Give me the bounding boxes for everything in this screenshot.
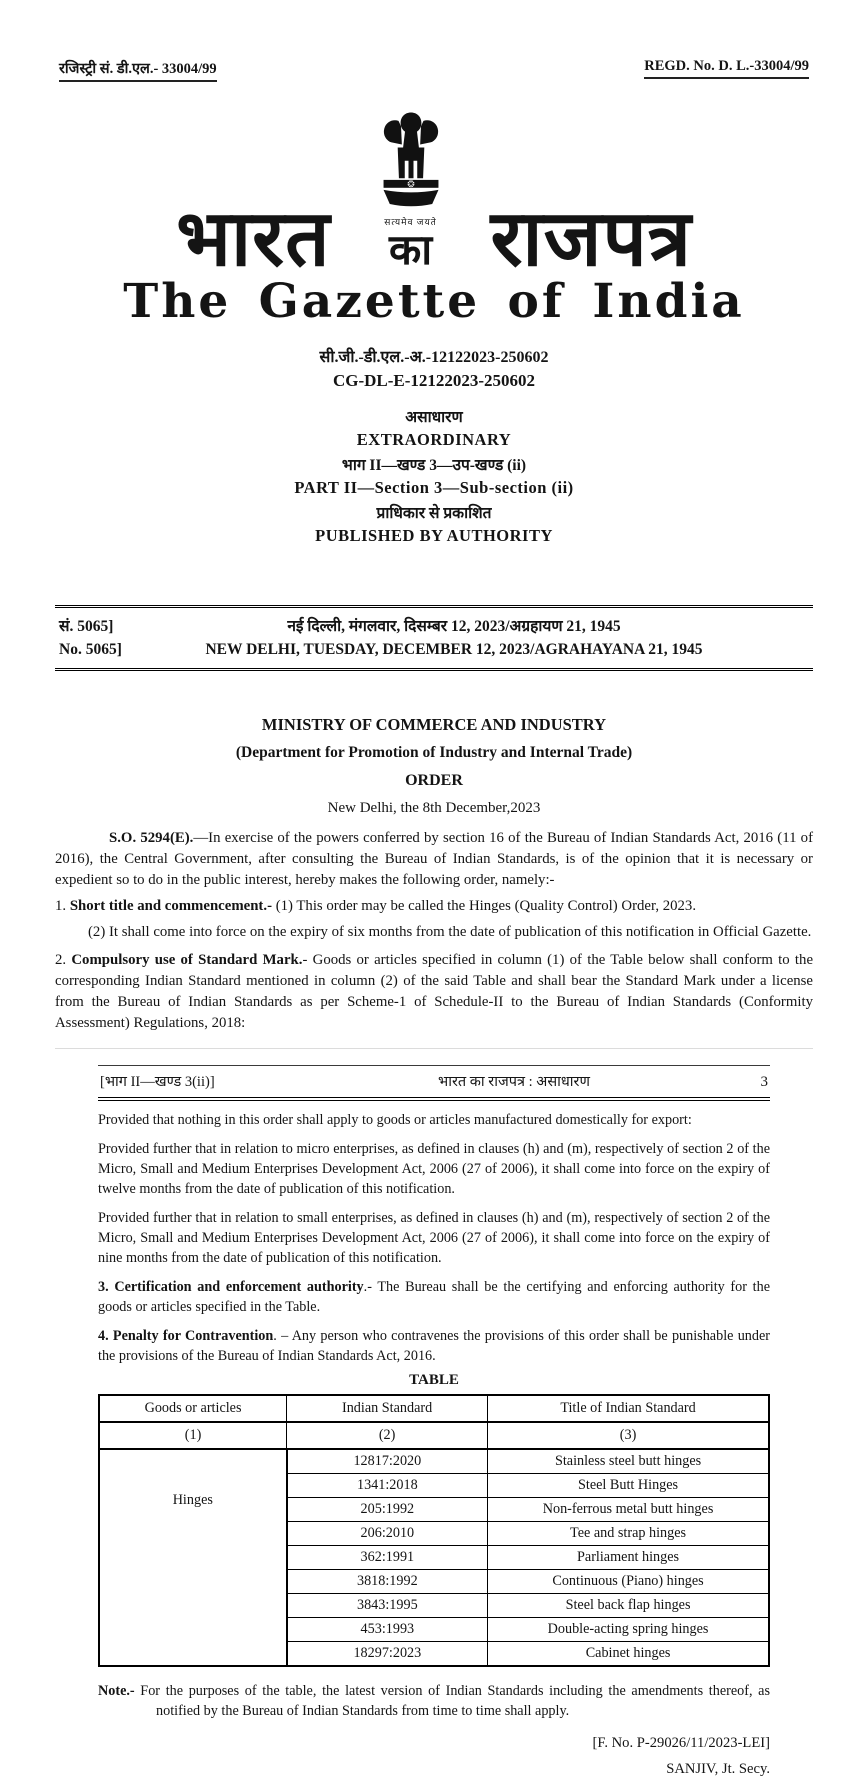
gazette-hindi-title-left: भारत	[176, 194, 331, 282]
clause-2-text: - Goods or articles specified in column (1) of the Table below shall conform to the corresponding Indian Standard mentioned in column (2) of the said Table and shall bear the Standard Mark under a license from the Bureau of Indian Standards as per Scheme-1 of Schedule-II to the Bureau of Indian Standards (Conformity Assessment) Regulations, 2018:	[55, 952, 814, 1031]
title-cell: Parliament hinges	[488, 1546, 769, 1570]
clause-2	[55, 950, 813, 1034]
so-paragraph	[55, 828, 813, 891]
so-text: —In exercise of the powers conferred by section 16 of the Bureau of Indian Standards Act, 2016 (11 of 2016), the Central Government, after consulting the Bureau of Indian Standards, is of the opinion that it is necessary or expedient so to do in the public interest, hereby makes the following order, namely:-	[55, 830, 813, 888]
issue-line-hindi	[59, 615, 809, 638]
standard-cell: 206:2010	[287, 1522, 488, 1546]
issue-date-hi: नई दिल्ली, मंगलवार, दिसम्बर 12, 2023/अग्रहायण 21, 1945	[287, 618, 621, 635]
gazette-code-hindi: सी.जी.-डी.एल.-अ.-12122023-250602	[319, 349, 549, 366]
proviso-small: Provided further that in relation to small enterprises, as defined in clauses (h) and (m), respectively of section 2 of the Micro, Small and Medium Enterprises Development Act, 2006 (27 of 2006), it shall come into force on the expiry of nine months from the date of publication of this notification.	[98, 1210, 770, 1266]
standard-cell: 1341:2018	[287, 1474, 488, 1498]
proviso-export: Provided that nothing in this order shall apply to goods or articles manufactured domestically for export:	[98, 1112, 692, 1128]
page2-page-number: 3	[760, 1074, 768, 1090]
standard-cell: 362:1991	[287, 1546, 488, 1570]
clause-1-text: (1) This order may be called the Hinges (Quality Control) Order, 2023.	[272, 898, 697, 914]
signatory: SANJIV, Jt. Secy.	[666, 1761, 770, 1777]
column-header-goods: Goods or articles	[99, 1395, 287, 1422]
department-subtitle: (Department for Promotion of Industry and Internal Trade)	[235, 744, 633, 761]
gazette-hindi-title-mid: का	[388, 228, 433, 274]
note-text: For the purposes of the table, the latest version of Indian Standards including the amendments thereof, as notified by the Bureau of Indian Standards from time to time shall apply.	[134, 1683, 770, 1719]
clause-4-title: 4. Penalty for Contravention	[98, 1328, 274, 1344]
standard-cell: 453:1993	[287, 1618, 488, 1642]
title-cell: Non-ferrous metal butt hinges	[488, 1498, 769, 1522]
gazette-codes	[55, 347, 813, 393]
standard-cell: 3843:1995	[287, 1594, 488, 1618]
column-number-2: (2)	[287, 1422, 488, 1449]
satyameva-jayate-caption: सत्यमेव जयते	[384, 217, 437, 227]
column-header-standard: Indian Standard	[287, 1395, 488, 1422]
title-cell: Stainless steel butt hinges	[488, 1449, 769, 1474]
order-place-date: New Delhi, the 8th December,2023	[327, 800, 541, 816]
title-cell: Tee and strap hinges	[488, 1522, 769, 1546]
gazette-page-2	[98, 1065, 770, 1779]
column-number-3: (3)	[488, 1422, 769, 1449]
registry-row	[55, 58, 813, 82]
issue-line-english	[59, 638, 809, 661]
published-by-authority-en: PUBLISHED BY AUTHORITY	[315, 526, 553, 545]
column-number-1: (1)	[99, 1422, 287, 1449]
gazette-code-english: CG-DL-E-12122023-250602	[332, 371, 536, 390]
standard-cell: 3818:1992	[287, 1570, 488, 1594]
issue-number-hi: सं. 5065]	[59, 618, 114, 635]
column-number-row	[99, 1422, 769, 1449]
note-label: Note.-	[98, 1683, 135, 1699]
part-section-label-hi: भाग II—खण्ड 3—उप-खण्ड (ii)	[341, 457, 527, 474]
column-header-title: Title of Indian Standard	[488, 1395, 769, 1422]
title-cell: Cabinet hinges	[488, 1642, 769, 1667]
issue-date-en: NEW DELHI, TUESDAY, DECEMBER 12, 2023/AGRAHAYANA 21, 1945	[205, 641, 703, 658]
title-cell: Steel back flap hinges	[488, 1594, 769, 1618]
so-number: S.O. 5294(E).	[109, 830, 194, 846]
clause-2-number: 2.	[55, 952, 67, 968]
page2-running-header	[98, 1065, 770, 1101]
file-number: [F. No. P-29026/11/2023-LEI]	[592, 1735, 770, 1751]
extraordinary-label-hi: असाधारण	[405, 409, 463, 426]
gazette-english-title: The Gazette of India	[123, 274, 745, 329]
clause-1-title: Short title and commencement.-	[69, 898, 272, 914]
masthead	[55, 110, 813, 282]
title-cell: Steel Butt Hinges	[488, 1474, 769, 1498]
registry-number-left: रजिस्ट्री सं. डी.एल.- 33004/99	[59, 58, 217, 82]
table-header-row	[99, 1395, 769, 1422]
clause-1-number: 1.	[55, 898, 67, 914]
issue-number-en: No. 5065]	[59, 641, 122, 658]
clause-4	[98, 1326, 770, 1366]
title-cell: Continuous (Piano) hinges	[488, 1570, 769, 1594]
table-row	[99, 1449, 769, 1474]
clause-1-sub-2: (2) It shall come into force on the expiry of six months from the date of publication of this notification in Official Gazette.	[88, 924, 812, 940]
note	[98, 1681, 770, 1721]
goods-cell: Hinges	[99, 1449, 287, 1666]
issue-bar	[55, 605, 813, 671]
ministry-title: MINISTRY OF COMMERCE AND INDUSTRY	[261, 715, 607, 734]
extraordinary-label-en: EXTRAORDINARY	[356, 430, 512, 449]
clause-3-text: .- The Bureau shall be the certifying and enforcing authority for the goods or articles specified in the Table.	[98, 1279, 770, 1315]
standard-cell: 205:1992	[287, 1498, 488, 1522]
registry-number-right: REGD. No. D. L.-33004/99	[644, 58, 809, 79]
clause-1	[55, 896, 813, 917]
page2-header-part: [भाग II—खण्ड 3(ii)]	[100, 1074, 215, 1090]
table-title: TABLE	[409, 1372, 459, 1388]
published-by-authority-hi: प्राधिकार से प्रकाशित	[376, 505, 492, 522]
standard-cell: 12817:2020	[287, 1449, 488, 1474]
page-separator	[55, 1048, 813, 1049]
issue-type-block	[55, 407, 813, 547]
order-heading: ORDER	[405, 772, 463, 789]
clause-2-title: Compulsory use of Standard Mark.	[71, 952, 303, 968]
ministry-block	[55, 715, 813, 818]
clause-3	[98, 1277, 770, 1317]
standards-table	[98, 1394, 770, 1667]
clause-3-title: 3. Certification and enforcement authority	[98, 1279, 364, 1295]
emblem-column	[351, 110, 471, 272]
ashoka-emblem-icon	[368, 110, 454, 214]
gazette-hindi-title-right: राजपत्र	[490, 194, 692, 282]
clause-4-text: . – Any person who contravenes the provisions of this order shall be punishable under the provisions of the Bureau of Indian Standards Act, 2016.	[98, 1328, 770, 1364]
title-cell: Double-acting spring hinges	[488, 1618, 769, 1642]
standard-cell: 18297:2023	[287, 1642, 488, 1667]
page2-header-title: भारत का राजपत्र : असाधारण	[438, 1074, 590, 1090]
part-section-label-en: PART II—Section 3—Sub-section (ii)	[294, 478, 574, 497]
proviso-micro: Provided further that in relation to micro enterprises, as defined in clauses (h) and (m), respectively of section 2 of the Micro, Small and Medium Enterprises Development Act, 2006 (27 of 2006), it shall come into force on the expiry of twelve months from the date of publication of this notification.	[98, 1141, 770, 1197]
